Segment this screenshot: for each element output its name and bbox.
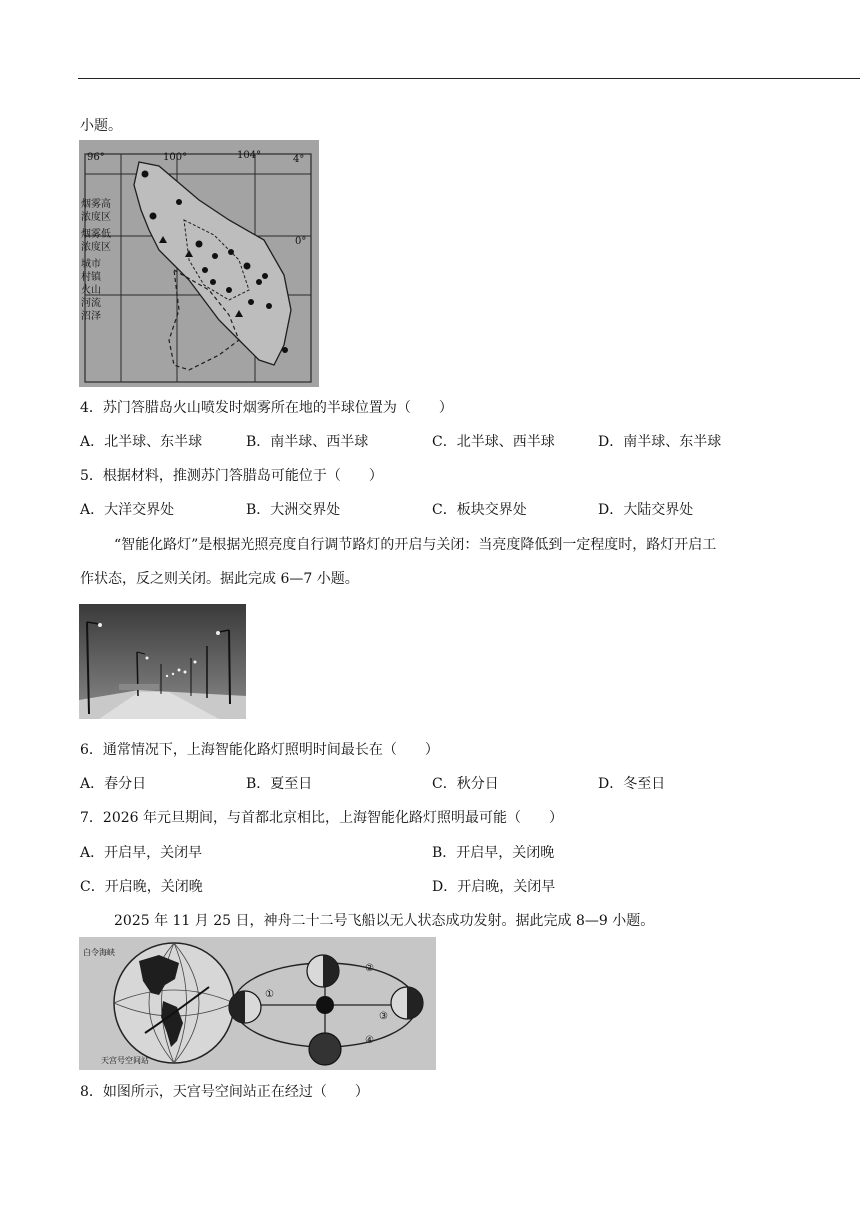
- street-lamp-scene: [79, 604, 246, 719]
- q8-stem: 8．如图所示，天宫号空间站正在经过（ ）: [80, 1084, 369, 1100]
- q5-option-b: B．大洲交界处: [246, 502, 341, 518]
- map-legend: [81, 198, 119, 323]
- tiangong-label: 天宫号空间站: [101, 1056, 149, 1065]
- map-lat-4: 4°: [293, 154, 305, 165]
- globe-orbit-figure: [79, 937, 436, 1070]
- q5-option-c: C．板块交界处: [432, 502, 527, 518]
- q4-option-b: B．南半球、西半球: [246, 434, 369, 450]
- q7-stem: 7．2026 年元旦期间，与首都北京相比，上海智能化路灯照明最可能（ ）: [80, 810, 563, 826]
- map-lon-100: 100°: [163, 152, 188, 163]
- q7-option-c: C．开启晚，关闭晚: [80, 879, 203, 895]
- map-lon-104: 104°: [237, 150, 262, 161]
- orbit-marker-3: ③: [379, 1011, 388, 1022]
- q6-option-d: D．冬至日: [598, 776, 666, 792]
- q6-option-a: A．春分日: [80, 776, 147, 792]
- intro-tail: 小题。: [80, 118, 122, 134]
- header-rule: [78, 78, 860, 79]
- lamp-passage-line1: “智能化路灯”是根据光照亮度自行调节路灯的开启与关闭：当亮度降低到一定程度时，路灯开启工: [114, 537, 717, 553]
- q4-option-c: C．北半球、西半球: [432, 434, 555, 450]
- orbit-marker-2: ②: [365, 963, 374, 974]
- q5-option-a: A．大洋交界处: [80, 502, 175, 518]
- q4-stem: 4．苏门答腊岛火山喷发时烟雾所在地的半球位置为（ ）: [80, 400, 453, 416]
- legend-volcano: 火山: [81, 285, 101, 296]
- q6-stem: 6．通常情况下，上海智能化路灯照明时间最长在（ ）: [80, 742, 439, 758]
- q6-option-b: B．夏至日: [246, 776, 313, 792]
- legend-town: 村镇: [81, 272, 101, 283]
- shenzhou-passage: 2025 年 11 月 25 日，神舟二十二号飞船以无人状态成功发射。据此完成 8—9 小题。: [114, 913, 655, 929]
- q4-option-d: D．南半球、东半球: [598, 434, 722, 450]
- orbit-marker-4: ④: [365, 1035, 374, 1046]
- sumatra-map-figure: [79, 140, 319, 387]
- q7-option-d: D．开启晚，关闭早: [432, 879, 556, 895]
- globe-orbit-diagram: [79, 937, 436, 1070]
- q5-option-d: D．大陆交界处: [598, 502, 694, 518]
- q7-option-b: B．开启早，关闭晚: [432, 845, 555, 861]
- map-lon-96: 96°: [87, 152, 105, 163]
- q7-option-a: A．开启早，关闭早: [80, 845, 203, 861]
- legend-high-smoke: 烟雾高浓度区: [81, 199, 111, 223]
- orbit-marker-1: ①: [265, 989, 274, 1000]
- bering-strait-label: 白令海峡: [83, 948, 115, 957]
- legend-river: 河流: [81, 298, 101, 309]
- q6-option-c: C．秋分日: [432, 776, 499, 792]
- lamp-passage-line2: 作状态，反之则关闭。据此完成 6—7 小题。: [80, 571, 359, 587]
- legend-swamp: 沼泽: [81, 311, 101, 322]
- legend-low-smoke: 烟雾低浓度区: [81, 229, 111, 253]
- q5-stem: 5．根据材料，推测苏门答腊岛可能位于（ ）: [80, 468, 383, 484]
- q4-option-a: A．北半球、东半球: [80, 434, 203, 450]
- map-lat-0: 0°: [295, 236, 307, 247]
- street-lamp-photo: [79, 604, 246, 719]
- legend-city: 城市: [81, 259, 101, 270]
